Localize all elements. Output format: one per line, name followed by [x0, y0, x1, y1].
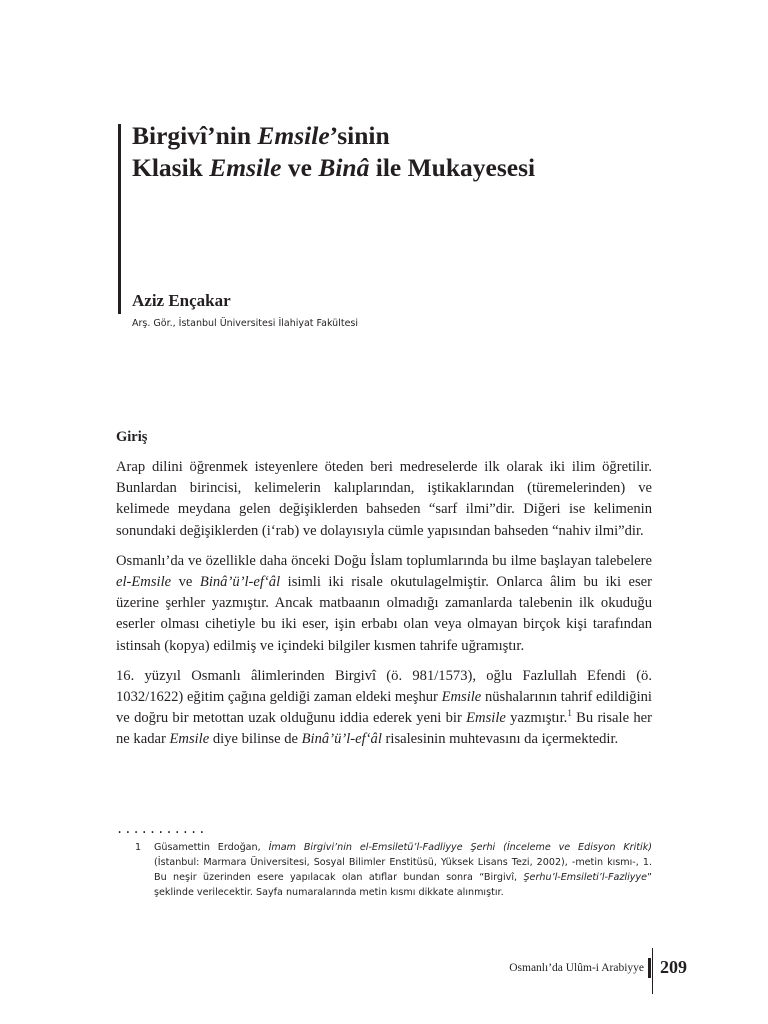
article-title: Birgivî’nin Emsile’sinin Klasik Emsile ve Binâ ile Mukayesesi	[132, 121, 536, 182]
footnote-ref-1[interactable]: 1	[567, 708, 572, 719]
paragraph-3: 16. yüzyıl Osmanlı âlimlerinden Birgivî (ö. 981/1573), oğlu Fazlullah Efendi (ö. 1032/1622) eğitim çağına geldiği zaman eldeki meşhur Emsile nüshalarının tahrif edildiğini ve doğru bir metottan uzak olduğunu iddia ederek yeni bir Emsile yazmıştır.$^1$ Bu risale her ne kadar Emsile diye bilinse de Binâ’ü’l-ef‘âl risalesinin muhtevasını da içermektedir.	[116, 667, 652, 748]
paragraph-2: Osmanlı’da ve özellikle daha önceki Doğu İslam toplumlarında bu ilme başlayan talebelere el-Emsile ve Binâ’ü’l-ef‘âl isimli iki risale okutulagelmiştir. Onlarca âlim bu iki eser üzerine şerhler yazmıştır. Ancak matbaanın olmadığı zamanlarda talebenin ilk okuduğu eserler olması cihetiyle bu iki eser, işin erbabı olan veya olmayan birçok kişi tarafından istinsah (kopya) edilmiş ve içindeki bilgiler kısmen tahrife uğramıştır.	[116, 552, 652, 654]
footnote-text: Güsamettin Erdoğan, İmam Birgivi’nin el-Emsiletü’l-Fadliyye Şerhi (İnceleme ve Edisyon Kritik) (İstanbul: Marmara Üniversitesi, Sosyal Bilimler Enstitüsü, Yüksek Lisans Tezi, 2002), -metin kısmı-, 1. Bu neşir üzerinden esere yapılacak olan atıflar bundan sonra “Birgivî, Şerhu’l-Emsileti’l-Fazliyye” şeklinde verilecektir. Sayfa numaralarında metin kısmı dikkate alınmıştır.	[154, 842, 652, 898]
page-number-rule-thick	[648, 958, 651, 978]
section-heading: Giriş	[116, 429, 148, 445]
footnote-separator: ...........	[116, 822, 207, 836]
author-affiliation: Arş. Gör., İstanbul Üniversitesi İlahiyat Fakültesi	[132, 318, 358, 329]
footnote-number: 1	[135, 842, 142, 853]
paragraph-1: Arap dilini öğrenmek isteyenlere öteden beri medreselerde ilk olarak iki ilim öğretilir. Bunlardan birincisi, kelimelerin kalıplarından, iştikaklarından (türemelerinden) ve kelimede meydana gelen değişiklerden bahseden “sarf ilmi”dir. Diğeri ise kelimenin sonundaki değişiklerden (i‘rab) ve dolayısıyla cümle yapısından bahseden “nahiv ilmi”dir.	[116, 459, 652, 539]
footnote-1	[135, 840, 652, 900]
body-text	[116, 457, 652, 760]
page-number: 209	[660, 957, 687, 977]
title-vertical-rule	[118, 124, 121, 314]
running-title: Osmanlı’da Ulûm-i Arabiyye	[509, 962, 644, 974]
author-name: Aziz Ençakar	[132, 291, 231, 310]
page-number-rule-thin	[652, 948, 653, 994]
